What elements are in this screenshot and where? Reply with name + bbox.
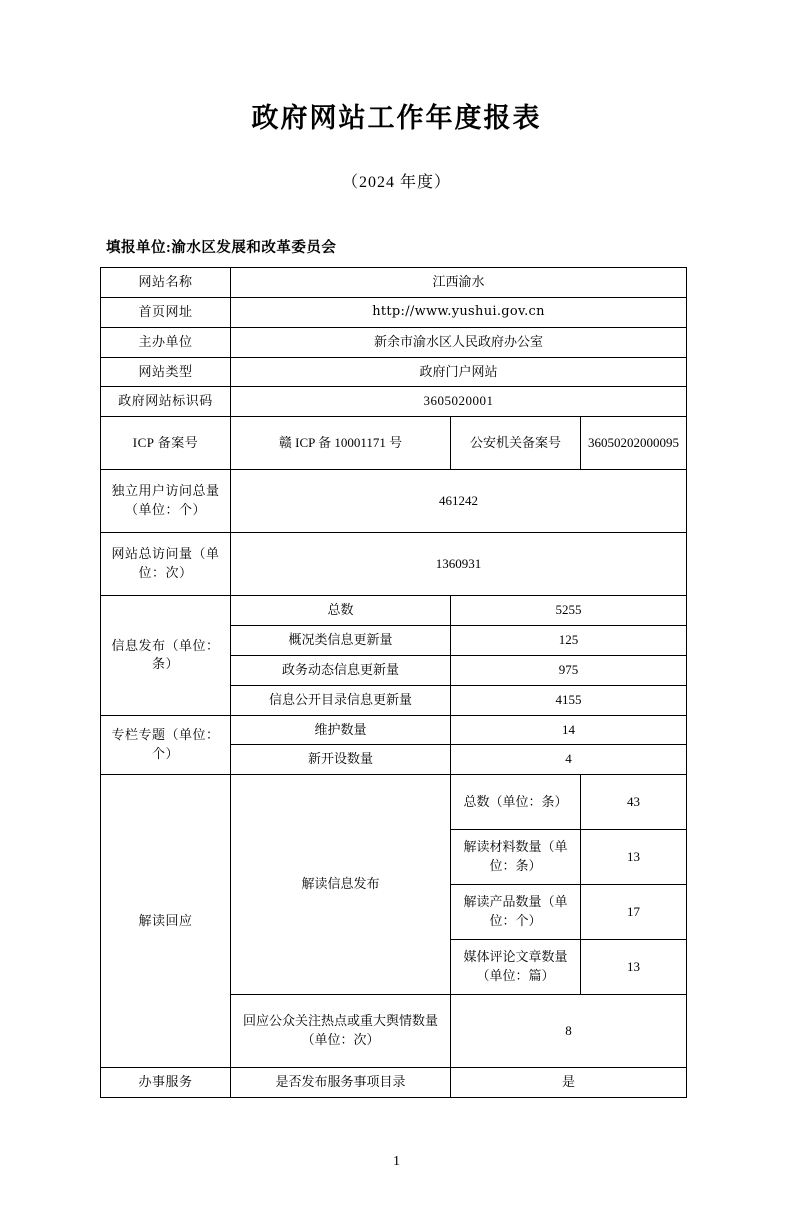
interpret-item-value: 13: [581, 940, 687, 995]
column-item-name: 新开设数量: [231, 745, 451, 775]
document-page: [0, 96, 793, 1218]
column-item-value: 4: [451, 745, 687, 775]
table-row: [101, 417, 687, 470]
column-label: 专栏专题（单位：个）: [101, 715, 231, 775]
unique-visitors-value: 461242: [231, 470, 687, 533]
site-code-value: 3605020001: [231, 387, 687, 417]
publish-item-name: 总数: [231, 596, 451, 626]
site-type-value: 政府门户网站: [231, 357, 687, 387]
service-item-value: 是: [451, 1068, 687, 1098]
publish-item-name: 概况类信息更新量: [231, 626, 451, 656]
table-row: [101, 268, 687, 298]
filler-unit: 填报单位:渝水区发展和改革委员会: [106, 240, 337, 256]
table-row: [101, 297, 687, 327]
table-row: [101, 327, 687, 357]
publish-item-value: 125: [451, 626, 687, 656]
page-number: 1: [393, 1154, 400, 1169]
annual-report-table: [100, 267, 687, 1098]
police-record-value: 36050202000095: [581, 417, 687, 470]
column-item-name: 维护数量: [231, 715, 451, 745]
interpret-item-value: 17: [581, 885, 687, 940]
interpret-item-value: 43: [581, 775, 687, 830]
site-code-label: 政府网站标识码: [101, 387, 231, 417]
homepage-label: 首页网址: [101, 297, 231, 327]
site-name-label: 网站名称: [101, 268, 231, 298]
interpret-item-name: 解读材料数量（单位：条）: [451, 830, 581, 885]
site-type-label: 网站类型: [101, 357, 231, 387]
site-name-value: 江西渝水: [231, 268, 687, 298]
total-visits-value: 1360931: [231, 533, 687, 596]
publish-item-value: 975: [451, 655, 687, 685]
interpret-item-name: 媒体评论文章数量（单位：篇）: [451, 940, 581, 995]
table-row: [101, 1068, 687, 1098]
page-subtitle: （2024 年度）: [341, 174, 451, 191]
police-record-label: 公安机关备案号: [451, 417, 581, 470]
interpret-publish-label: 解读信息发布: [231, 775, 451, 995]
publish-item-value: 4155: [451, 685, 687, 715]
table-row: [101, 775, 687, 830]
icp-value: 赣 ICP 备 10001171 号: [231, 417, 451, 470]
homepage-value: http://www.yushui.gov.cn: [231, 297, 687, 327]
table-row: [101, 470, 687, 533]
publish-item-name: 政务动态信息更新量: [231, 655, 451, 685]
interpret-item-value: 13: [581, 830, 687, 885]
host-label: 主办单位: [101, 327, 231, 357]
host-value: 新余市渝水区人民政府办公室: [231, 327, 687, 357]
response-value: 8: [451, 995, 687, 1068]
page-title: 政府网站工作年度报表: [251, 103, 542, 134]
column-item-value: 14: [451, 715, 687, 745]
service-item-label: 是否发布服务事项目录: [231, 1068, 451, 1098]
response-label: 回应公众关注热点或重大舆情数量（单位：次）: [231, 995, 451, 1068]
publish-item-name: 信息公开目录信息更新量: [231, 685, 451, 715]
interpret-item-name: 解读产品数量（单位：个）: [451, 885, 581, 940]
service-label: 办事服务: [101, 1068, 231, 1098]
total-visits-label: 网站总访问量（单位：次）: [101, 533, 231, 596]
table-row: [101, 596, 687, 626]
table-row: [101, 387, 687, 417]
publish-label: 信息发布（单位：条）: [101, 596, 231, 715]
interpret-label: 解读回应: [101, 775, 231, 1068]
table-row: [101, 533, 687, 596]
unique-visitors-label: 独立用户访问总量（单位：个）: [101, 470, 231, 533]
table-row: [101, 715, 687, 745]
interpret-item-name: 总数（单位：条）: [451, 775, 581, 830]
publish-item-value: 5255: [451, 596, 687, 626]
table-row: [101, 357, 687, 387]
icp-label: ICP 备案号: [101, 417, 231, 470]
